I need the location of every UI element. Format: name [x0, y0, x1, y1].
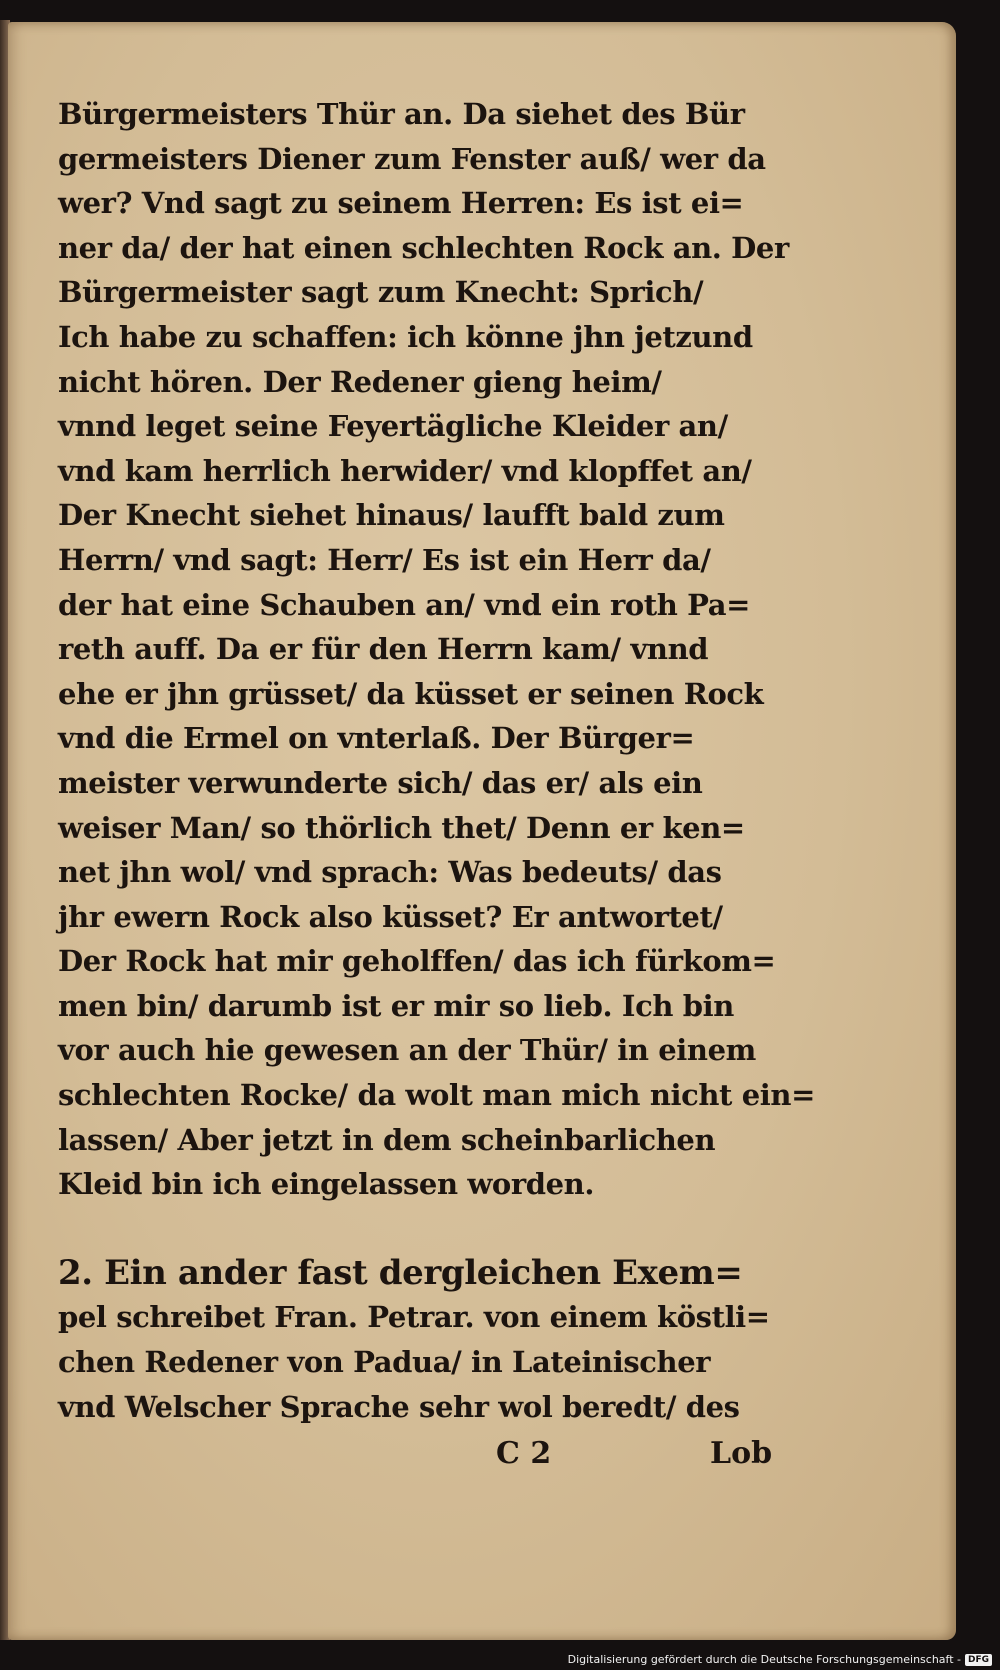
text-line: Der Rock hat mir geholffen/ das ich fürkom=	[58, 944, 776, 979]
text-line: Herrn/ vnd sagt: Herr/ Es ist ein Herr da/	[58, 542, 711, 577]
text-line: Ich habe zu schaffen: ich könne jhn jetzund	[58, 319, 753, 354]
text-line: Der Knecht siehet hinaus/ laufft bald zum	[58, 498, 725, 533]
text-line: der hat eine Schauben an/ vnd ein roth Pa=	[58, 587, 751, 622]
text-line: pel schreibet Fran. Petrar. von einem köstli=	[58, 1300, 770, 1335]
digitization-credit	[568, 1653, 992, 1666]
text-line: lassen/ Aber jetzt in dem scheinbarlichen	[58, 1122, 716, 1157]
text-line: weiser Man/ so thörlich thet/ Denn er ken=	[58, 810, 745, 845]
text-line: Kleid bin ich eingelassen worden.	[58, 1167, 595, 1202]
text-line: Bürgermeister sagt zum Knecht: Sprich/	[58, 275, 704, 310]
page-text	[58, 92, 815, 1429]
text-line: vnd die Ermel on vnterlaß. Der Bürger=	[58, 721, 695, 756]
book-page	[8, 22, 956, 1640]
text-line: vnd kam herrlich herwider/ vnd klopffet an/	[58, 453, 752, 488]
text-line: germeisters Diener zum Fenster auß/ wer da	[58, 141, 766, 176]
text-line-numbered: 2. Ein ander fast dergleichen Exem=	[58, 1252, 743, 1293]
signature-mark: C 2	[496, 1436, 552, 1471]
text-line: vnd Welscher Sprache sehr wol beredt/ des	[58, 1389, 740, 1424]
text-line: jhr ewern Rock also küsset? Er antwortet/	[58, 899, 723, 934]
text-line: chen Redener von Padua/ in Lateinischer	[58, 1345, 711, 1380]
text-line: ehe er jhn grüsset/ da küsset er seinen Rock	[58, 676, 764, 711]
page-footer	[8, 1436, 1000, 1486]
text-line: net jhn wol/ vnd sprach: Was bedeuts/ das	[58, 855, 722, 890]
text-line: nicht hören. Der Redener gieng heim/	[58, 364, 662, 399]
text-line: schlechten Rocke/ da wolt man mich nicht ein=	[58, 1078, 815, 1113]
text-line: vnnd leget seine Feyertägliche Kleider an/	[58, 409, 728, 444]
paragraph-1	[58, 92, 815, 1207]
text-line: wer? Vnd sagt zu seinem Herren: Es ist ei=	[58, 186, 744, 221]
dfg-logo-icon: DFG	[965, 1654, 992, 1666]
text-line: ner da/ der hat einen schlechten Rock an. Der	[58, 230, 789, 265]
text-line: vor auch hie gewesen an der Thür/ in einem	[58, 1033, 756, 1068]
paragraph-spacer	[58, 1207, 788, 1251]
text-line: Bürgermeisters Thür an. Da siehet des Bür	[58, 97, 745, 131]
catchword: Lob	[710, 1436, 773, 1471]
paragraph-2	[58, 1251, 788, 1429]
text-line: meister verwunderte sich/ das er/ als ein	[58, 765, 703, 800]
text-line: reth auff. Da er für den Herrn kam/ vnnd	[58, 632, 709, 667]
credit-text: Digitalisierung gefördert durch die Deutsche Forschungsgemeinschaft -	[567, 1653, 961, 1666]
text-line: men bin/ darumb ist er mir so lieb. Ich bin	[58, 988, 734, 1023]
